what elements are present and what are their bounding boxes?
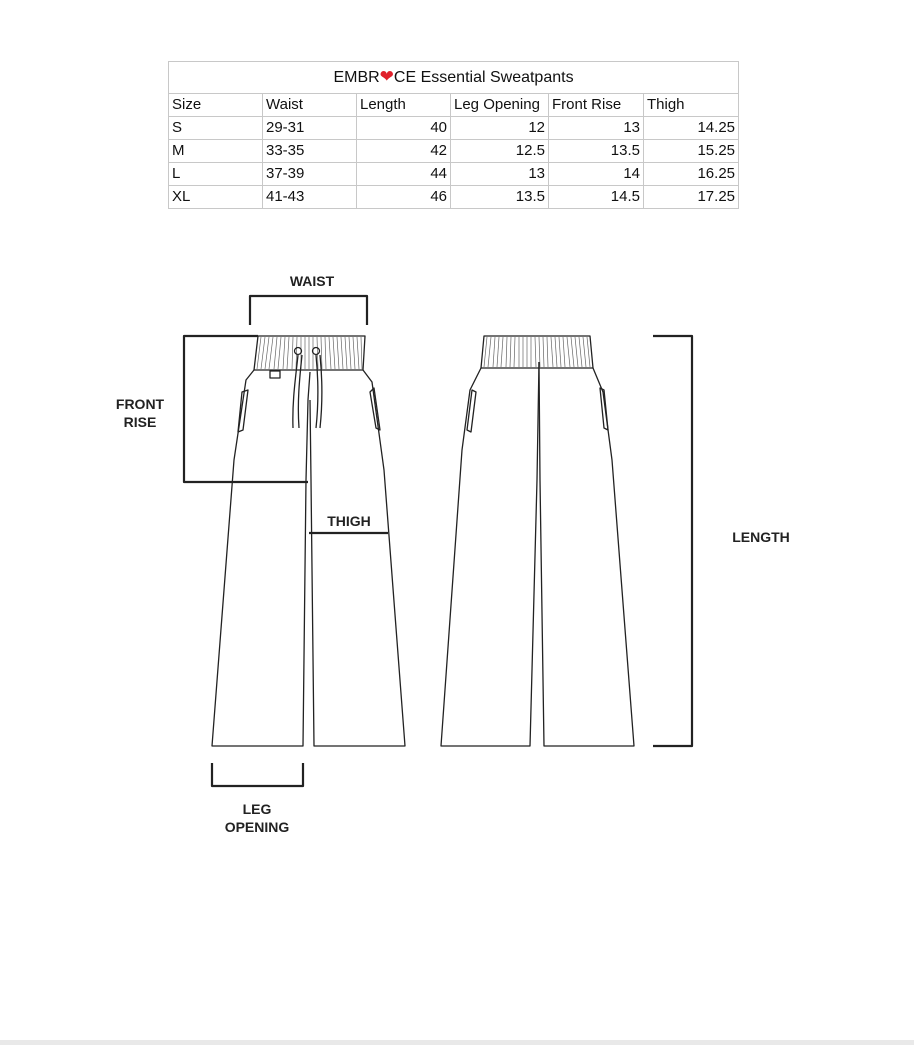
heart-icon: ❤ [379, 67, 394, 86]
table-cell: 37-39 [263, 163, 357, 186]
table-cell: S [169, 117, 263, 140]
front-rise-label-line1: FRONT [115, 396, 165, 412]
column-header: Waist [263, 94, 357, 117]
table-cell: 17.25 [644, 186, 739, 209]
table-cell: 13 [549, 117, 644, 140]
table-cell: 40 [357, 117, 451, 140]
table-cell: 46 [357, 186, 451, 209]
table-cell: 42 [357, 140, 451, 163]
table-cell: 12.5 [451, 140, 549, 163]
bottom-divider [0, 1040, 914, 1045]
thigh-label: THIGH [327, 513, 371, 529]
leg-opening-label-line1: LEG [242, 801, 272, 817]
table-cell: 33-35 [263, 140, 357, 163]
back-view-pants [441, 336, 634, 746]
table-cell: 16.25 [644, 163, 739, 186]
table-cell: XL [169, 186, 263, 209]
table-cell: 41-43 [263, 186, 357, 209]
table-cell: 15.25 [644, 140, 739, 163]
column-header: Length [357, 94, 451, 117]
front-rise-label-line2: RISE [123, 414, 157, 430]
title-text-prefix: EMBR [333, 69, 380, 86]
leg-opening-bracket [212, 763, 303, 786]
table-cell: L [169, 163, 263, 186]
table-cell: 12 [451, 117, 549, 140]
table-cell: 29-31 [263, 117, 357, 140]
column-header: Front Rise [549, 94, 644, 117]
waist-bracket [250, 296, 367, 325]
title-text-suffix: CE Essential Sweatpants [393, 69, 574, 86]
leg-opening-label-line2: OPENING [224, 819, 290, 835]
waist-label: WAIST [289, 273, 335, 289]
front-waistband-ribbing [257, 337, 362, 369]
table-cell: 13 [451, 163, 549, 186]
table-cell: 44 [357, 163, 451, 186]
table-cell: 14.25 [644, 117, 739, 140]
length-label: LENGTH [732, 529, 790, 545]
column-header: Thigh [644, 94, 739, 117]
table-cell: M [169, 140, 263, 163]
table-cell: 13.5 [451, 186, 549, 209]
front-view-pants [212, 336, 405, 746]
table-cell: 14.5 [549, 186, 644, 209]
column-header: Leg Opening [451, 94, 549, 117]
table-cell: 13.5 [549, 140, 644, 163]
table-cell: 14 [549, 163, 644, 186]
length-bracket [653, 336, 692, 746]
column-header: Size [169, 94, 263, 117]
back-waistband-ribbing [484, 337, 590, 367]
